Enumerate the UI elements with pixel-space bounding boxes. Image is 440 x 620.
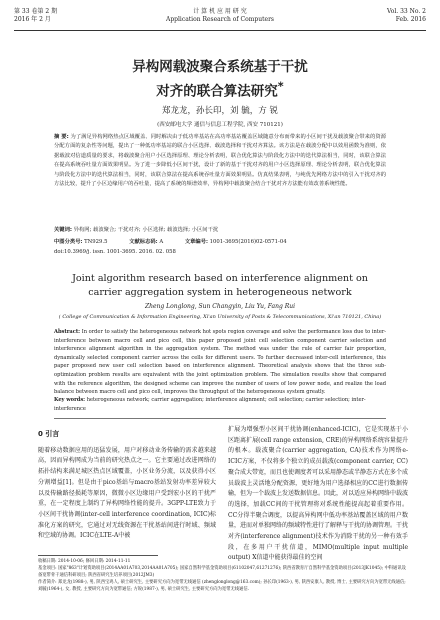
body-paragraph-right: 扩展为增强型小区间干扰协调(enhanced-ICIC)，它是实现基于小区距离扩展(cell range extension, CRE)的异构网络系统容量提升的根本。载波聚合(carrier aggregation, CA)技术作为网络e-ICIC方案，不仅将多个独立的成员载波(component carrier, CC)聚合成大带宽，而且也使调度者可以采用静态或半静态方式在多个成员载波上灵活地分配资源，更好地为用户选择相应的CC进行数据传输，但为一个载波上发送数据信息。因此，对以适应异构网络中载波的选择，加载CC间的干扰管理将对系统性能提高起着重要作用。CC分得半聚合调度，以提高异构网中低功率基站覆盖区域的用户数量，进而对单独网络的频域特性进行了解释与干扰的协调管理。干扰对齐(interference alignment)技术作为消除干扰的另一种有效手段，在多用户干扰信道，MIMO(multiple input multiple output) X信道中能获得最佳的空间	[228, 426, 409, 562]
journal-name-zh: 计 算 机 应 用 研 究	[193, 8, 247, 15]
date-zh: 2016 年 2 月	[14, 16, 51, 23]
clc-number	[54, 239, 117, 245]
body-paragraph-left: 随着移动数据应用的迅猛发展，用户对移动业务传输的需求越来越高，因而异构网成为当前的研究热点之一。它主要通过改进网络的拓扑结构来满足城区热点区域覆盖，小区业务分流，以及获得小区分割增益[1]。但是由于pico基站与macro基站发射功率差异较大以及传输路径损耗等原因，微微小区边缘用户受到宏小区的干扰严重，在一定程度上制约了异构网络性能的提升。3GPP-LTE致力于小区间干扰协调(inter-cell interference coordination, ICIC)标准化方案的研究，它通过对无线资源在干扰基站间进行时域、频域和空域的协调。ICIC在LTE-A中被	[38, 446, 216, 540]
volume-issue-en: Vol. 33 No. 2	[386, 8, 426, 15]
volume-issue-zh: 第 33 卷第 2 期	[14, 8, 58, 15]
article-number-value: 1001-3695(2016)02-0571-04	[209, 239, 287, 245]
footnote-fund: 基金项目: 国家"863"计划资助项目(2014AA01A703,2014AA01A705); 国家自然科学基金资助项目(61102047,61271276); 陕西省教育厅自然科学基金资助项目(2013JK1045); 中科通讯设备宽带骨干通信科研项目; 陕西省研究生培养项目(2012JM3)	[38, 566, 406, 578]
section-heading-introduction: 0 引言	[38, 430, 60, 438]
doi: doi:10.3969/j. issn. 1001-3695. 2016. 02. 058	[54, 249, 176, 255]
article-number	[185, 239, 297, 245]
article-number-label: 文章编号:	[184, 239, 208, 245]
document-code-label: 文献标志码:	[129, 239, 158, 245]
classification-info	[54, 237, 386, 257]
chinese-affiliation: (西安邮电大学 通信与信息工程学院, 西安 710121)	[157, 122, 283, 128]
chinese-title-line-1: 异构网载波聚合系统基于干扰	[132, 59, 308, 75]
running-head-right	[387, 8, 426, 24]
chinese-keywords-label: 关键词:	[54, 227, 73, 233]
running-head	[14, 8, 426, 31]
chinese-abstract	[54, 133, 386, 189]
english-keywords-text: heterogeneous network; carrier aggregation; interference alignment; cell selection; carrier selection; inter-interference	[54, 397, 366, 412]
journal-name-en: Application Research of Computers	[165, 16, 275, 23]
clc-value: TN929.5	[84, 239, 108, 245]
footnote-author-bio: 作者简介: 郑龙龙(1988-), 男, 陕西宝鸡人, 硕士研究生, 主要研究方向为宽带无线通信 (zhenglonglong@163.com); 孙长印(1963-), 男, 陕西安康人, 教授, 博士, 主要研究方向为宽带无线通信; 刘毓(1964-), 女, 教授, 主要研究方向为宽带通信; 方锐(1987-), 男, 硕士研究生, 主要研究方向为宽带无线通信.	[38, 580, 406, 592]
english-abstract	[54, 328, 386, 397]
chinese-authors: 郑龙龙，孙长印，刘 毓，方 锐	[162, 106, 278, 116]
classification-row	[54, 237, 386, 247]
document-code	[129, 239, 173, 245]
english-title-line-1: Joint algorithm research based on interference alignment on	[72, 273, 368, 284]
running-head-center	[14, 8, 426, 24]
chinese-keywords-text: 异构网; 载波聚合; 干扰对齐; 小区选择; 载波选择; 小区间干扰	[73, 227, 219, 233]
english-title	[0, 272, 440, 300]
footnote-received: 收稿日期: 2014-10-06; 修回日期: 2014-11-11	[38, 559, 131, 564]
body-column-right	[228, 425, 408, 564]
chinese-keywords	[54, 226, 386, 235]
english-title-line-2: carrier aggregation system in heterogeneous network	[88, 287, 352, 298]
english-keywords	[54, 396, 386, 413]
english-keywords-label: Key words:	[54, 397, 86, 403]
chinese-abstract-label: 摘 要:	[54, 134, 69, 140]
divider	[54, 418, 386, 419]
english-authors: Zheng Longlong, Sun Changyin, Liu Yu, Fang Rui	[144, 303, 296, 310]
footnote-divider	[38, 555, 158, 556]
english-abstract-label: Abstract:	[54, 329, 81, 335]
document-code-value: A	[159, 239, 164, 245]
english-abstract-text: In order to satisfy the heterogeneous network hot spots region coverage and solve the performance loss due to inter-interference between macro cell and pico cell, this paper proposed joint cell selection component carrier selection and interference alignment algorithm in the aggregation system. The method was under the rule of carrier fair proportion, dynamically selected component carrier across the cells for different users. To further decreased inter-cell interference, this paper proposed new user cell selection based on interference alignment. Theoretical analysis shows that the three sub-optimization problem results are equivalent with the joint optimization problem. The simulation results show that compared with the reference algorithm, the designed scheme can improve the number of users of low power node, and realize the load balance between macro cell and pico cell, improves the throughput of the heterogeneous system greatly.	[54, 329, 386, 396]
body-column-left	[38, 425, 216, 542]
clc-label: 中图分类号:	[54, 239, 83, 245]
chinese-title	[0, 58, 440, 102]
footnotes	[38, 558, 408, 593]
chinese-abstract-text: 为了满足异构网络热点区域覆盖、同时解决由于低功率基站在高功率基站覆盖区域随意分布而带来的小区间干扰及载波聚合带来的资源分配方面的复杂性等问题，提出了一种低功率基站的联合小区选择、载波选择和干扰对齐算法。该方法是在载波分配中以效用函数为准则，依据载波对信道质量的要求，将载波聚合用户小区选择原理、理论分析表明，联合优化算法与阶段化方法中的迭代算法相当，同时，该联合算法在提高系统吞吐量方面效果明显。为了进一步降低小区间干扰，设计了新的基于干扰对齐的用户小区选择原理、理论分析表明，联合优化算法与阶段化方法中的迭代算法相当，同时，该联合算法在提高系统吞吐量方面效果明显。仿真结果表明，与纯优先网络方法中的引入干扰对齐的方法比较，提升了小区边缘用户的吞吐量，提高了系统的频谱效率，异构网中载波聚合结合干扰对齐方法能有效改善系统性能。	[54, 134, 386, 188]
date-en: Feb. 2016	[395, 16, 426, 23]
title-footnote-mark: *	[277, 80, 284, 93]
chinese-title-line-2	[0, 77, 440, 102]
english-affiliation: ( College of Communication & Information Engineering, Xi'an University of Posts & Telecommunications, Xi'an 710121, China)	[58, 314, 382, 320]
chinese-title-line-2-text: 对齐的联合算法研究	[156, 83, 278, 100]
